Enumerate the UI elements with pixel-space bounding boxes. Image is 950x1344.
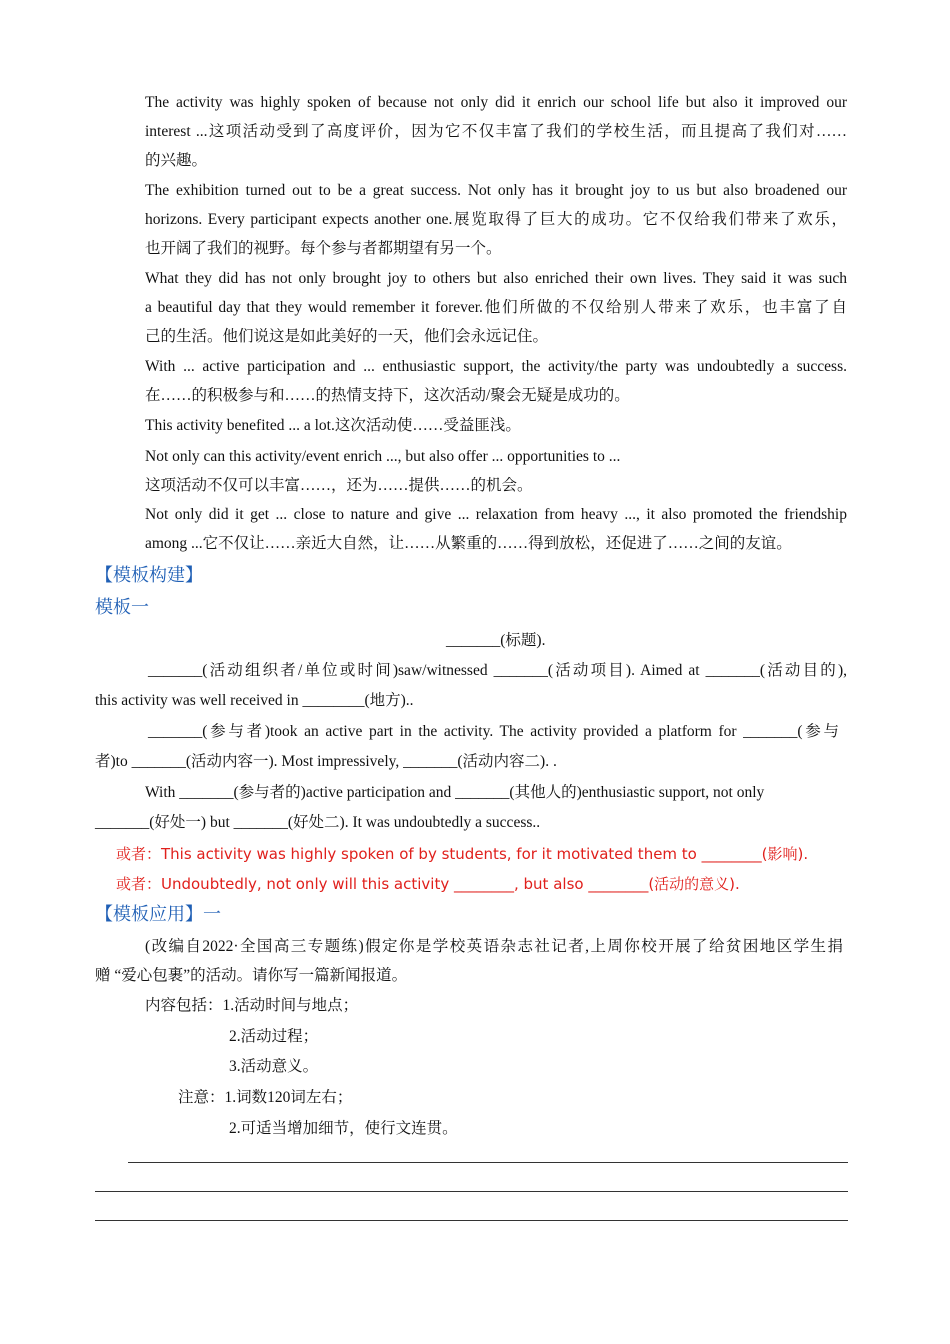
example-line: With ... active participation and ... enthusiastic support, the activity/the party was undoubtedly a success. — [145, 358, 847, 375]
example-line: 在……的积极参与和……的热情支持下，这次活动/聚会无疑是成功的。 — [145, 387, 630, 404]
answer-line[interactable] — [95, 1220, 848, 1221]
task-note-item: 2.可适当增加细节，使行文连贯。 — [229, 1120, 458, 1137]
template-paragraph-line: 者)to _______(活动内容一). Most impressively, _______(活动内容二). . — [95, 753, 557, 770]
example-line: Not only did it get ... close to nature and give ... relaxation from heavy ..., it also promoted the friendship — [145, 506, 847, 523]
example-line: horizons. Every participant expects another one.展览取得了巨大的成功。它不仅给我们带来了欢乐， — [145, 211, 847, 228]
template-paragraph-line: With _______(参与者的)active participation and _______(其他人的)enthusiastic support, not only — [145, 784, 765, 801]
template-paragraph-line: _______(参与者)took an active part in the activity. The activity provided a platform for _______(参与 — [148, 723, 839, 740]
example-line: a beautiful day that they would remember it forever.他们所做的不仅给别人带来了欢乐，也丰富了自 — [145, 299, 847, 316]
answer-line[interactable] — [95, 1191, 848, 1192]
template-paragraph-line: _______(好处一) but _______(好处二). It was undoubtedly a success.. — [95, 814, 541, 831]
template-alternative-1: 或者：This activity was highly spoken of by students, for it motivated them to ________(影响). — [116, 845, 809, 863]
template-paragraph-line: this activity was well received in ________(地方).. — [95, 692, 414, 709]
answer-line[interactable] — [128, 1162, 848, 1163]
template-one-label: 模板一 — [95, 597, 149, 618]
example-line: What they did has not only brought joy to others but also enriched their own lives. They said it was such — [145, 270, 847, 287]
example-line: The exhibition turned out to be a great success. Not only has it brought joy to us but also broadened our — [145, 182, 847, 199]
example-line: among ...它不仅让……亲近大自然，让……从繁重的……得到放松，还促进了……之间的友谊。 — [145, 535, 792, 552]
example-line: interest ...这项活动受到了高度评价，因为它不仅丰富了我们的学校生活，而且提高了我们对…… — [145, 123, 847, 140]
task-content-item: 2.活动过程； — [229, 1028, 319, 1045]
example-line: 的兴趣。 — [145, 152, 208, 169]
task-description-line: (改编自2022·全国高三专题练)假定你是学校英语杂志社记者,上周你校开展了给贫困地区学生捐 — [145, 938, 843, 955]
example-line: 这项活动不仅可以丰富……，还为……提供……的机会。 — [145, 477, 533, 494]
template-paragraph-line: _______(活动组织者/单位或时间)saw/witnessed _______(活动项目). Aimed at _______(活动目的), — [148, 662, 847, 679]
example-line: The activity was highly spoken of because not only did it enrich our school life but also it improved our — [145, 94, 847, 111]
section-heading-template-build: 【模板构建】 — [95, 565, 203, 586]
template-alternative-2: 或者：Undoubtedly, not only will this activity ________, but also ________(活动的意义). — [116, 875, 740, 893]
example-line: 也开阔了我们的视野。每个参与者都期望有另一个。 — [145, 240, 502, 257]
example-line: Not only can this activity/event enrich ..., but also offer ... opportunities to ... — [145, 448, 621, 465]
task-note-label: 注意：1.词数120词左右； — [178, 1089, 353, 1106]
example-line: 己的生活。他们说这是如此美好的一天，他们会永远记住。 — [145, 328, 549, 345]
example-line: This activity benefited ... a lot.这次活动使……受益匪浅。 — [145, 417, 521, 434]
task-description-line: 赠 “爱心包裹”的活动。请你写一篇新闻报道。 — [95, 967, 408, 984]
section-heading-template-apply: 【模板应用】一 — [95, 904, 221, 925]
task-content-item: 3.活动意义。 — [229, 1058, 319, 1075]
task-content-label: 内容包括：1.活动时间与地点； — [145, 997, 359, 1014]
template-title-line: _______(标题). — [446, 632, 546, 649]
